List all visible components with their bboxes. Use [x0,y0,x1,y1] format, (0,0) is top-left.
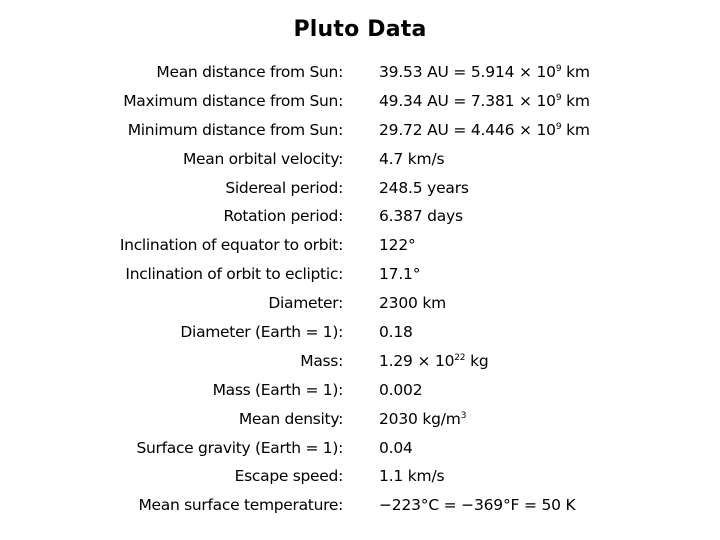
row-value [379,92,590,110]
row-value [379,467,444,485]
value-exponent: 9 [555,121,562,132]
table-row [0,262,720,291]
table-row [0,89,720,118]
table-row [0,436,720,465]
value-exponent: 9 [555,92,562,103]
value-unit: km [561,91,590,110]
row-label: Mean distance from Sun: [156,63,343,81]
row-label: Escape speed: [234,467,343,486]
value-main: 29.72 AU = 4.446 × 10 [379,120,556,139]
value-main: 1.29 × 10 [379,351,455,370]
value-main: 0.002 [379,380,423,399]
value-main: 248.5 years [379,178,469,197]
row-label: Inclination of orbit to ecliptic: [125,265,343,284]
value-main: 17.1° [379,265,421,284]
value-main: 1.1 km/s [379,467,445,486]
table-row [0,233,720,262]
table-row [0,291,720,320]
row-label: Mean orbital velocity: [182,149,343,168]
page-title: Pluto Data [293,17,427,42]
row-value [379,410,466,428]
row-label: Inclination of equator to orbit: [119,236,343,255]
table-row [0,378,720,407]
table-row [0,204,720,233]
table-row [0,176,720,205]
value-exponent: 22 [454,352,466,363]
table-row [0,349,720,378]
row-label: Diameter (Earth = 1): [180,323,343,342]
value-main: 4.7 km/s [379,149,445,168]
value-main: 49.34 AU = 7.381 × 10 [379,91,556,110]
row-label: Rotation period: [223,207,343,226]
row-value [379,121,590,139]
row-label: Mass: [300,351,343,370]
row-value [379,496,575,514]
row-label: Mean surface temperature: [138,496,343,515]
table-row [0,493,720,522]
row-value [379,439,413,457]
value-unit: kg [465,351,489,370]
table-row [0,60,720,89]
row-value [379,236,416,254]
value-main: 122° [379,236,416,255]
row-label: Mean density: [238,409,343,428]
table-row [0,407,720,436]
value-main: 0.18 [379,323,413,342]
table-row [0,320,720,349]
table-row [0,147,720,176]
value-main: 39.53 AU = 5.914 × 10 [379,63,556,81]
value-exponent: 9 [555,64,562,74]
row-label: Mass (Earth = 1): [212,380,343,399]
row-value [379,323,413,341]
row-label: Surface gravity (Earth = 1): [136,438,343,457]
row-value [379,352,489,370]
row-label: Maximum distance from Sun: [123,91,343,110]
row-label: Minimum distance from Sun: [127,120,343,139]
value-exponent: 3 [460,410,467,421]
data-table [0,60,720,522]
value-main: −223°C = −369°F = 50 K [379,496,576,515]
row-label: Sidereal period: [225,178,343,197]
value-main: 2030 kg/m [379,409,461,428]
row-value [379,63,590,81]
row-label: Diameter: [268,294,343,313]
row-value [379,381,422,399]
row-value [379,179,469,197]
row-value [379,207,463,225]
value-main: 6.387 days [379,207,463,226]
value-main: 0.04 [379,438,413,457]
value-main: 2300 km [379,294,447,313]
table-row [0,464,720,493]
row-value [379,294,446,312]
value-unit: km [561,120,590,139]
value-unit: km [561,63,590,81]
row-value [379,150,444,168]
row-value [379,265,420,283]
table-row [0,118,720,147]
